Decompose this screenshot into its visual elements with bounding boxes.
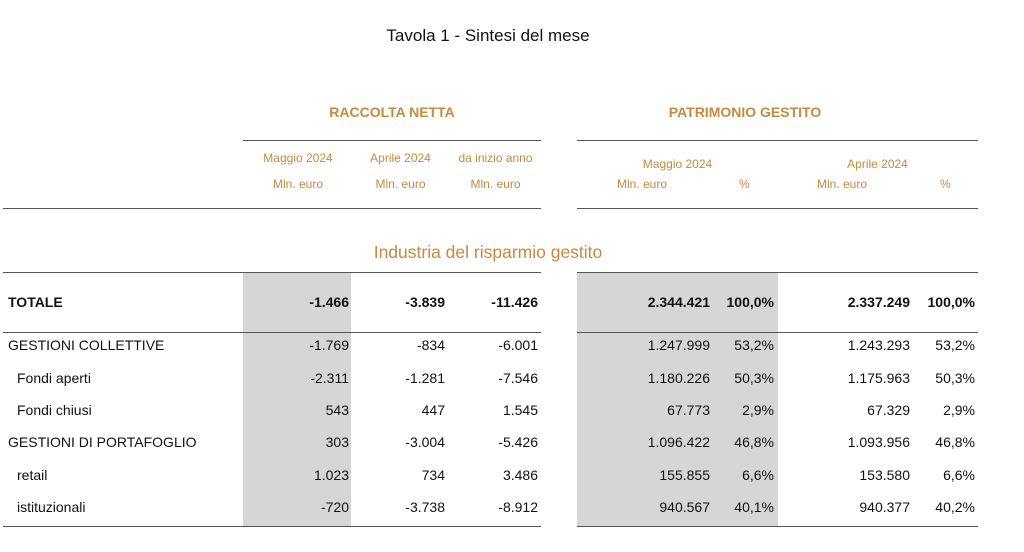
rule-raccolta	[243, 140, 541, 141]
table-cell: 153.580	[859, 467, 910, 483]
patrimonio-gestito-heading: PATRIMONIO GESTITO	[668, 104, 822, 120]
rule-total-left	[3, 332, 541, 333]
table-cell: 40,1%	[734, 499, 774, 515]
rn-col3-period: da inizio anno	[458, 151, 533, 165]
pg-group1-unit: Mln. euro	[617, 177, 668, 191]
row-label: GESTIONI DI PORTAFOGLIO	[8, 434, 197, 450]
table-cell: 940.377	[859, 499, 910, 515]
table-cell: 100,0%	[927, 294, 975, 310]
table-cell: 53,2%	[935, 337, 975, 353]
table-cell: 53,2%	[734, 337, 774, 353]
table-cell: 3.486	[502, 467, 538, 483]
table-cell: 1.243.293	[847, 337, 910, 353]
pg-group2-pct: %	[940, 177, 951, 191]
row-label: Fondi chiusi	[17, 402, 92, 418]
rn-col3-unit: Mln. euro	[470, 177, 521, 191]
rule-header-left	[3, 208, 541, 209]
row-label: retail	[17, 467, 48, 483]
rn-col1-unit: Mln. euro	[272, 177, 324, 191]
table-cell: 447	[421, 402, 445, 418]
table-cell: 100,0%	[726, 294, 774, 310]
rule-header-right	[577, 208, 978, 209]
table-cell: -1.769	[309, 337, 349, 353]
raccolta-netta-heading: RACCOLTA NETTA	[329, 104, 455, 120]
table-cell: 155.855	[659, 467, 710, 483]
table-cell: 543	[325, 402, 349, 418]
table-cell: 6,6%	[742, 467, 774, 483]
table-cell: 1.247.999	[647, 337, 710, 353]
section-title: Industria del risparmio gestito	[373, 242, 603, 262]
row-label: TOTALE	[8, 294, 63, 310]
rn-col2-unit: Mln. euro	[375, 177, 426, 191]
rule-patrimonio	[577, 140, 978, 141]
table-cell: 1.175.963	[847, 370, 910, 386]
table-cell: 50,3%	[935, 370, 975, 386]
table-cell: -1.466	[309, 294, 349, 310]
shade-patrimonio-maggio	[577, 272, 778, 527]
rn-col2-period: Aprile 2024	[370, 151, 431, 165]
row-label: Fondi aperti	[17, 370, 91, 386]
table-cell: -3.004	[405, 434, 445, 450]
table-cell: 40,2%	[935, 499, 975, 515]
table-cell: 46,8%	[734, 434, 774, 450]
table-cell: 46,8%	[935, 434, 975, 450]
rule-total-right	[577, 332, 978, 333]
rule-bottom-right	[577, 526, 978, 527]
rule-bottom-left	[3, 526, 541, 527]
table-cell: 50,3%	[734, 370, 774, 386]
rule-body-top-right	[577, 272, 978, 273]
table-cell: -6.001	[498, 337, 538, 353]
table-cell: 6,6%	[943, 467, 975, 483]
table-cell: 2.337.249	[847, 294, 910, 310]
pg-group2-unit: Mln. euro	[817, 177, 868, 191]
rule-body-top-left	[3, 272, 541, 273]
pg-group1-period: Maggio 2024	[642, 157, 713, 171]
table-cell: 1.023	[313, 467, 349, 483]
table-cell: 1.096.422	[647, 434, 710, 450]
pg-group2-period: Aprile 2024	[847, 157, 908, 171]
table-cell: -720	[320, 499, 349, 515]
table-title: Tavola 1 - Sintesi del mese	[386, 26, 590, 45]
table-cell: 2,9%	[742, 402, 774, 418]
table-cell: 1.545	[502, 402, 538, 418]
table-cell: -3.839	[405, 294, 445, 310]
rn-col1-period: Maggio 2024	[263, 151, 333, 165]
table-cell: -7.546	[498, 370, 538, 386]
table-cell: 1.093.956	[847, 434, 910, 450]
table-cell: 303	[325, 434, 349, 450]
table-cell: 734	[421, 467, 445, 483]
row-label: istituzionali	[17, 499, 86, 515]
table-cell: 67.329	[867, 402, 910, 418]
table-cell: 2.344.421	[647, 294, 710, 310]
table-cell: 940.567	[659, 499, 710, 515]
table-cell: -5.426	[498, 434, 538, 450]
table-cell: -8.912	[498, 499, 538, 515]
pg-group1-pct: %	[739, 177, 750, 191]
shade-raccolta-maggio	[243, 272, 351, 527]
table-cell: 2,9%	[943, 402, 975, 418]
row-label: GESTIONI COLLETTIVE	[8, 337, 165, 353]
table-cell: 67.773	[667, 402, 710, 418]
table-cell: -1.281	[405, 370, 445, 386]
table-cell: 1.180.226	[647, 370, 710, 386]
table-cell: -3.738	[405, 499, 445, 515]
table-cell: -834	[416, 337, 445, 353]
table-cell: -11.426	[491, 294, 538, 310]
table-cell: -2.311	[310, 370, 349, 386]
